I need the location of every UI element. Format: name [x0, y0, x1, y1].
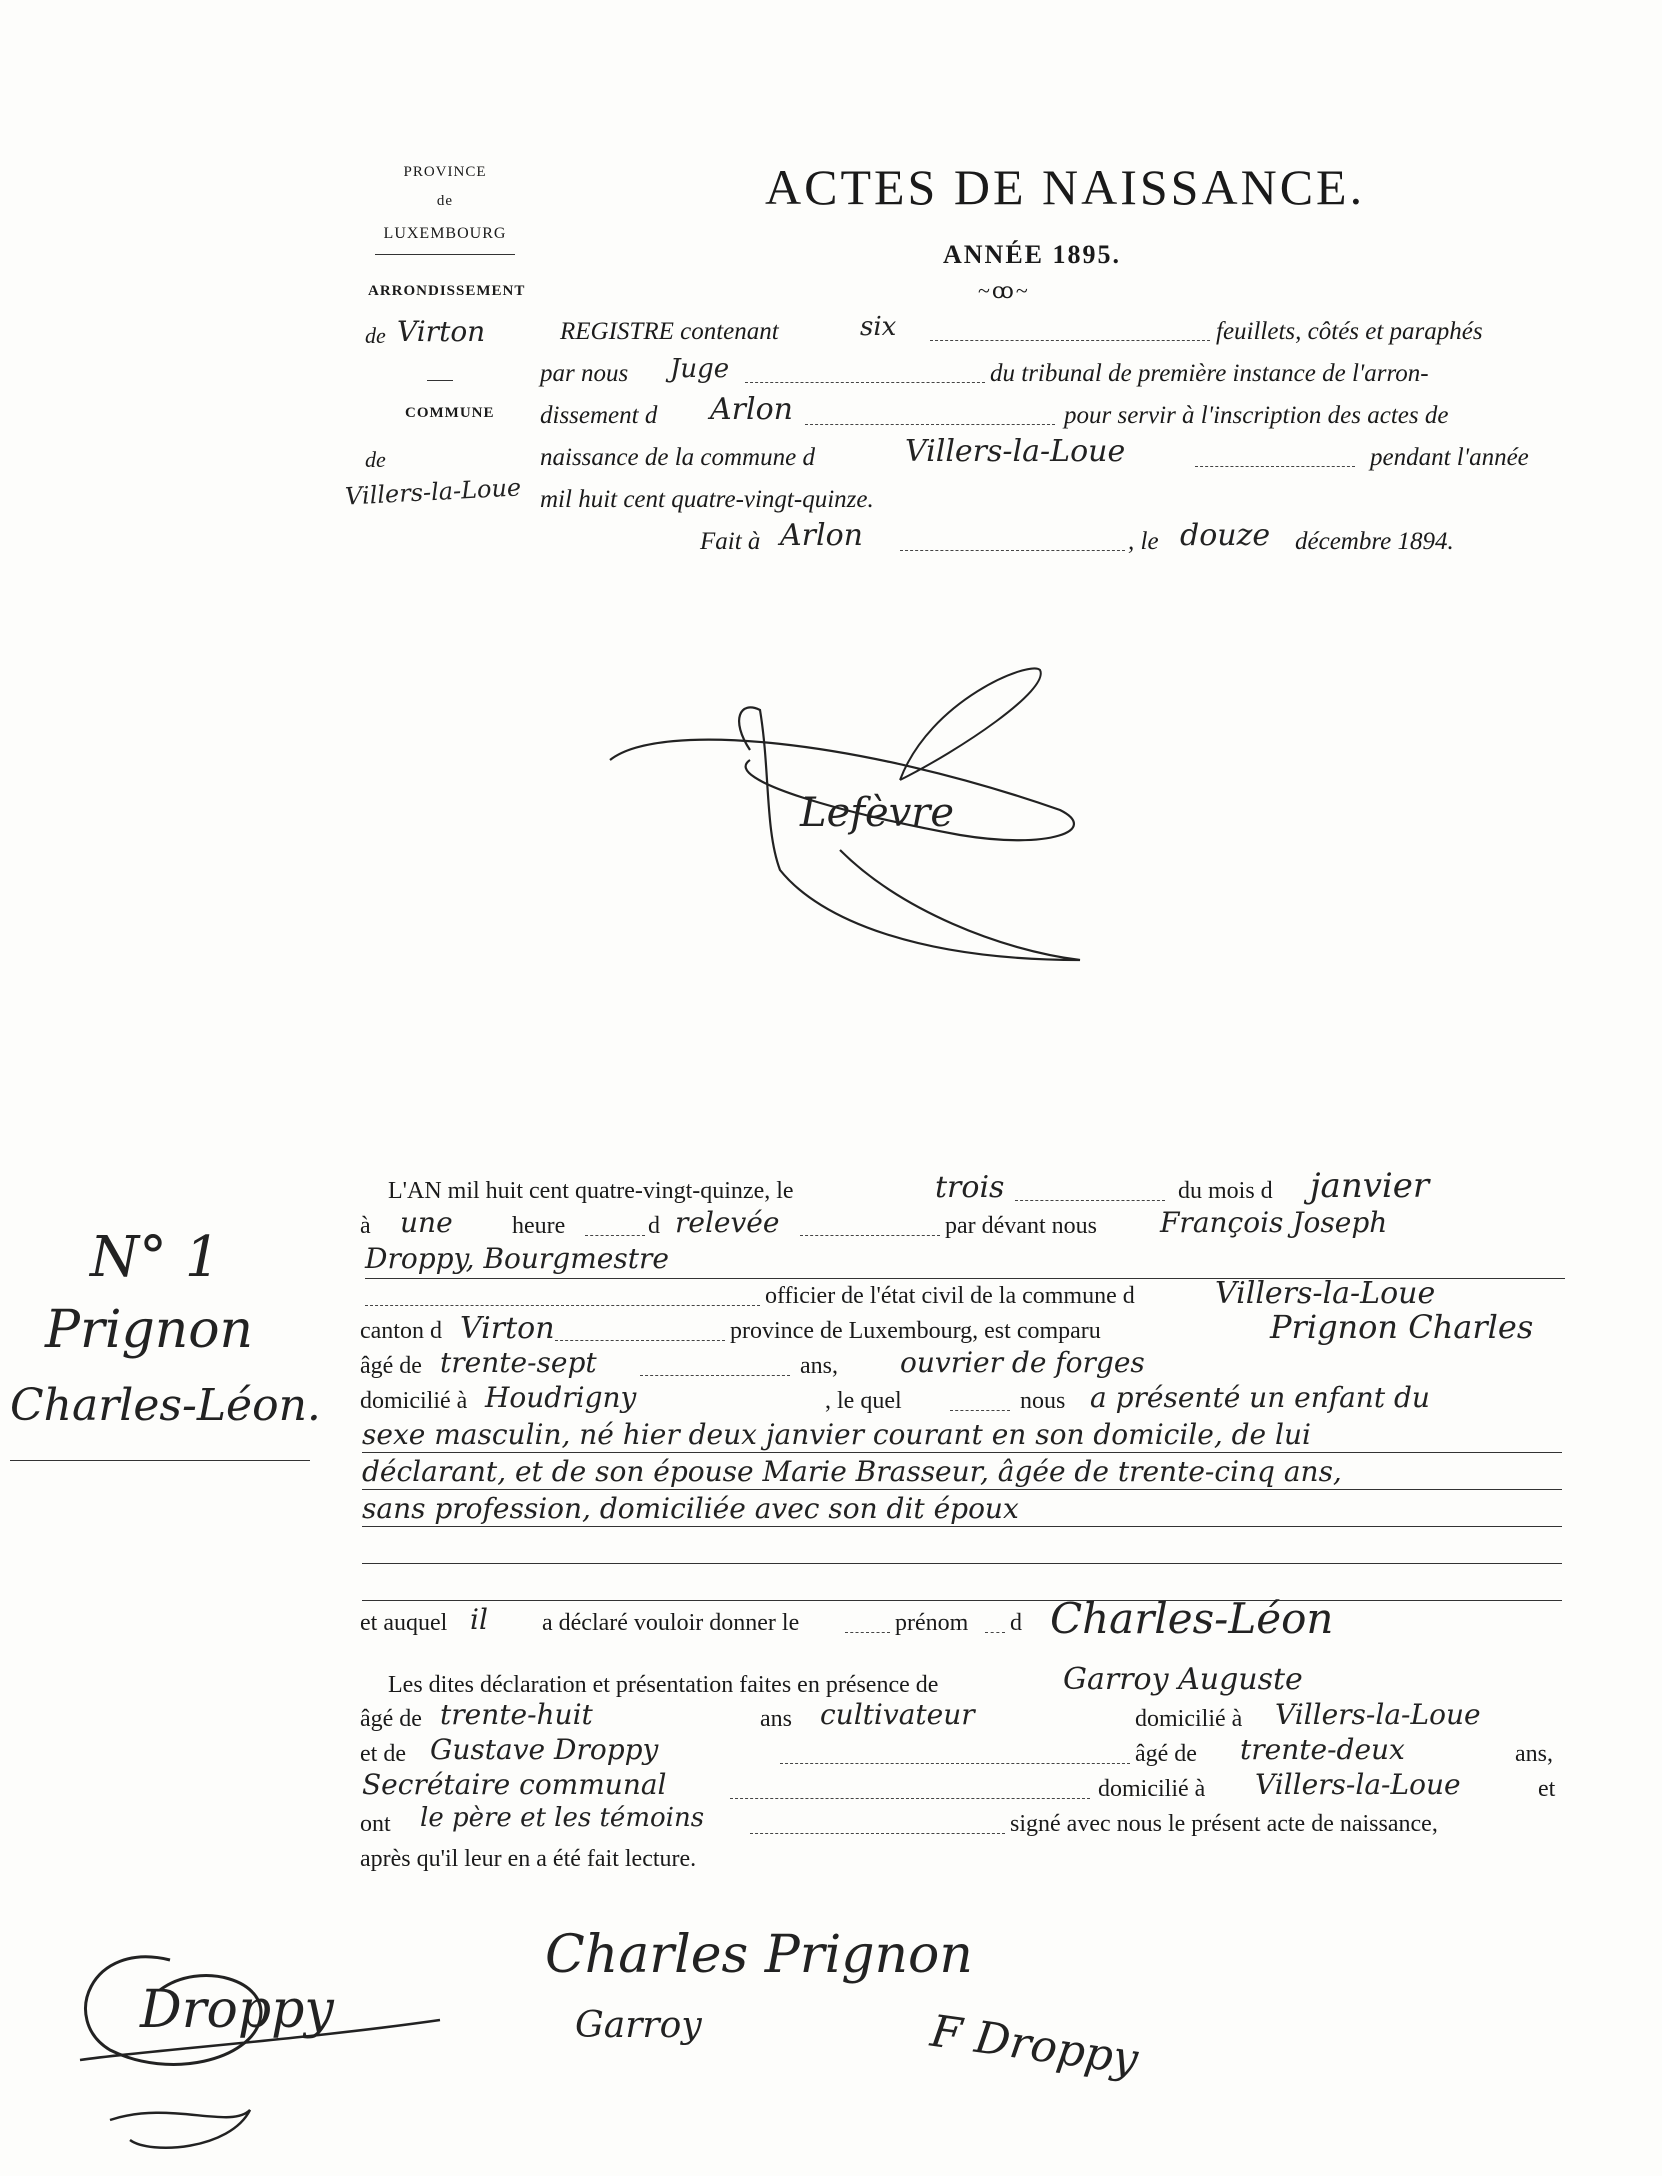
fill-line [1195, 466, 1355, 467]
act-l14-v2: trente-deux [1240, 1733, 1405, 1766]
commune-prefix: de [365, 447, 386, 472]
register-l2-p1: par nous [540, 360, 629, 387]
fill-line [745, 382, 985, 383]
fill-line [930, 340, 1210, 341]
act-l1-p2: du mois d [1178, 1178, 1273, 1204]
province-label-3: LUXEMBOURG [383, 225, 507, 242]
signature-f-droppy: F Droppy [927, 2005, 1142, 2086]
act-l2-p3: d [648, 1213, 660, 1239]
fill-line [900, 550, 1125, 551]
act-l13-p2: ans [760, 1706, 792, 1732]
ornament: ~ꝏ~ [978, 278, 1030, 303]
act-l12-v1: Garroy Auguste [1063, 1662, 1303, 1697]
act-l15-p2: et [1538, 1776, 1556, 1802]
act-l14-v1: Gustave Droppy [430, 1733, 659, 1766]
act-l2-p2: heure [512, 1213, 566, 1239]
register-l6-v1: Arlon [780, 518, 863, 553]
rule-line [362, 1600, 1562, 1601]
fill-line [365, 1305, 760, 1306]
act-number: N° 1 [90, 1225, 221, 1290]
act-l2-p4: par dévant nous [945, 1213, 1097, 1239]
act-given-names: Charles-Léon. [10, 1380, 321, 1431]
act-l7-p2: , le quel [825, 1388, 902, 1414]
register-l2-p2: du tribunal de première instance de l'arron- [990, 360, 1429, 387]
act-l13-p3: domicilié à [1135, 1706, 1243, 1732]
arrondissement-label: ARRONDISSEMENT [368, 283, 526, 299]
act-margin-underline [10, 1460, 310, 1461]
act-l2-v2: relevée [675, 1206, 780, 1239]
rule-line [362, 1526, 1562, 1527]
signature-garroy: Garroy [575, 2005, 702, 2046]
arrondissement-prefix: de [365, 323, 386, 348]
year-heading: ANNÉE 1895. [943, 240, 1122, 269]
register-l1-p1: REGISTRE contenant [560, 318, 779, 345]
register-l1-v1: six [860, 312, 897, 342]
fill-line [950, 1410, 1010, 1411]
fill-line [1015, 1200, 1165, 1201]
act-l7-p3: nous [1020, 1388, 1066, 1414]
act-l11-p4: d [1010, 1610, 1022, 1636]
act-l9-v1: déclarant, et de son épouse Marie Brasseur, âgée de trente-cinq ans, [362, 1455, 1342, 1488]
act-l16-v1: le père et les témoins [420, 1803, 705, 1833]
act-l1-v1: trois [935, 1170, 1005, 1205]
register-l6-p1: Fait à [700, 528, 761, 555]
act-l14-p2: âgé de [1135, 1741, 1197, 1767]
fill-line [800, 1235, 940, 1236]
act-l13-v3: Villers-la-Loue [1275, 1698, 1481, 1731]
fill-line [750, 1833, 1005, 1834]
act-l3-v1: Droppy, Bourgmestre [365, 1242, 669, 1275]
register-l6-p3: décembre 1894. [1295, 528, 1454, 555]
act-l16-p2: signé avec nous le présent acte de naissance, [1010, 1811, 1438, 1837]
arrondissement-value: Virton [397, 315, 486, 348]
register-l5-p1: mil huit cent quatre-vingt-quinze. [540, 486, 874, 513]
signature-droppy: Droppy [140, 1980, 334, 2040]
act-l12-p1: Les dites déclaration et présentation faites en présence de [388, 1672, 939, 1698]
act-l8-v1: sexe masculin, né hier deux janvier courant en son domicile, de lui [362, 1418, 1311, 1451]
fill-line [555, 1340, 725, 1341]
register-l2-v1: Juge [670, 354, 730, 384]
act-l11-p1: et auquel [360, 1610, 448, 1636]
act-l6-p1: âgé de [360, 1353, 422, 1379]
page-title: ACTES DE NAISSANCE. [765, 159, 1366, 215]
act-l14-p1: et de [360, 1741, 406, 1767]
act-l4-v1: Villers-la-Loue [1215, 1276, 1436, 1311]
act-l6-p2: ans, [800, 1353, 838, 1379]
register-l3-v1: Arlon [710, 392, 793, 427]
rule-line [362, 1489, 1562, 1490]
act-l1-v2: janvier [1310, 1166, 1430, 1206]
province-label-1: PROVINCE [403, 164, 487, 180]
act-l11-v2: Charles-Léon [1050, 1594, 1334, 1643]
commune-label: COMMUNE [405, 405, 495, 421]
act-l6-v2: ouvrier de forges [900, 1346, 1145, 1379]
act-l11-v1: il [470, 1603, 488, 1636]
margin-dash [427, 380, 453, 381]
act-l6-v1: trente-sept [440, 1346, 597, 1379]
register-l1-p2: feuillets, côtés et paraphés [1216, 318, 1483, 345]
act-l5-p1: canton d [360, 1318, 442, 1344]
province-label-2: de [436, 193, 454, 209]
margin-divider [375, 254, 515, 255]
fill-line [640, 1375, 790, 1376]
register-l4-p1: naissance de la commune d [540, 444, 815, 471]
register-l6-p2: , le [1128, 528, 1159, 555]
act-l1-p1: L'AN mil huit cent quatre-vingt-quinze, le [388, 1178, 794, 1204]
act-l2-p1: à [360, 1213, 371, 1239]
rule-line [362, 1563, 1562, 1564]
act-l16-p1: ont [360, 1811, 391, 1837]
act-l17-p1: après qu'il leur en a été fait lecture. [360, 1846, 697, 1872]
register-l4-v1: Villers-la-Loue [905, 434, 1126, 469]
act-l10-v1: sans profession, domiciliée avec son dit époux [362, 1492, 1019, 1525]
act-l2-v1: une [400, 1206, 453, 1239]
act-surname: Prignon [45, 1300, 254, 1360]
commune-value: Villers-la-Loue [344, 473, 522, 511]
act-l2-v3: François Joseph [1160, 1206, 1388, 1239]
register-l3-p2: pour servir à l'inscription des actes de [1064, 402, 1449, 429]
act-l5-v1: Virton [460, 1311, 555, 1346]
fill-line [985, 1632, 1005, 1633]
signature-prignon: Charles Prignon [545, 1925, 973, 1985]
signature-top: Lefèvre [800, 790, 955, 836]
act-l15-v1: Secrétaire communal [362, 1768, 667, 1801]
fill-line [585, 1235, 645, 1236]
act-l7-v1: Houdrigny [485, 1381, 637, 1414]
act-l11-p3: prénom [895, 1610, 969, 1636]
fill-line [730, 1798, 1090, 1799]
register-l3-p1: dissement d [540, 402, 658, 429]
act-l15-v2: Villers-la-Loue [1255, 1768, 1461, 1801]
fill-line [780, 1763, 1130, 1764]
act-l13-p1: âgé de [360, 1706, 422, 1732]
act-l4-p1: officier de l'état civil de la commune d [765, 1283, 1135, 1309]
register-l4-p2: pendant l'année [1370, 444, 1529, 471]
act-l13-v1: trente-huit [440, 1698, 593, 1731]
act-l13-v2: cultivateur [820, 1698, 975, 1731]
fill-line [805, 424, 1055, 425]
act-l5-v2: Prignon Charles [1270, 1308, 1534, 1346]
act-l11-p2: a déclaré vouloir donner le [542, 1610, 800, 1636]
fill-line [845, 1632, 890, 1633]
act-l7-v2: a présenté un enfant du [1090, 1381, 1430, 1414]
register-l6-v2: douze [1180, 518, 1271, 553]
act-l15-p1: domicilié à [1098, 1776, 1206, 1802]
act-l14-p3: ans, [1515, 1741, 1553, 1767]
act-l5-p2: province de Luxembourg, est comparu [730, 1318, 1101, 1344]
act-l7-p1: domicilié à [360, 1388, 468, 1414]
rule-line [362, 1452, 1562, 1453]
